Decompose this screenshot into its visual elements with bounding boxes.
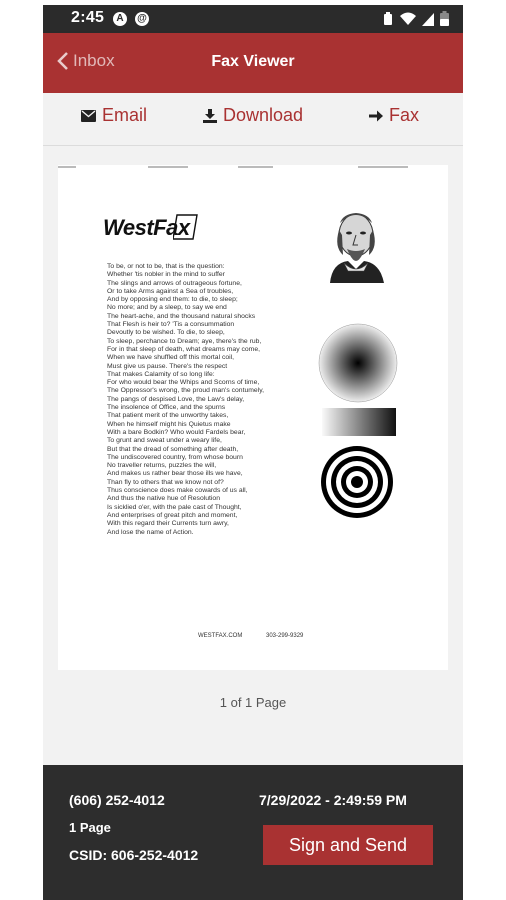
poem-line: The slings and arrows of outrageous fortune, [107, 279, 242, 287]
sync-icon: @ [135, 12, 149, 26]
signal-icon [422, 12, 434, 26]
download-button[interactable] [203, 105, 303, 126]
header-artifact [58, 165, 448, 171]
page-title: Fax Viewer [211, 53, 295, 70]
doc-footer-website: WESTFAX.COM [198, 633, 243, 639]
email-button[interactable] [81, 105, 147, 126]
battery-saver-icon [382, 12, 394, 26]
poem-line: The Oppressor's wrong, the proud man's contumely, [107, 387, 264, 395]
poem-line: With this regard their Currents turn awry, [107, 520, 229, 528]
poem-line: When he himself might his Quietus make [107, 420, 231, 428]
status-time: 2:45 [71, 9, 105, 26]
poem-line: Whether 'tis nobler in the mind to suffer [107, 271, 225, 279]
page-indicator: 1 of 1 Page [219, 695, 287, 710]
received-timestamp: 7/29/2022 - 2:49:59 PM [259, 792, 407, 808]
grayscale-gradient-bar-image [322, 408, 396, 436]
sender-number: (606) 252-4012 [69, 792, 165, 808]
poem-line: No more; and by a sleep, to say we end [107, 304, 227, 312]
radial-gradient-circle-image [318, 323, 398, 403]
poem-line: And enterprises of great pitch and moment, [107, 511, 238, 519]
poem-line: When we have shuffled off this mortal coil, [107, 354, 235, 362]
csid: CSID: 606-252-4012 [69, 847, 199, 863]
page-count: 1 Page [69, 820, 111, 835]
poem-line: But that the dread of something after death, [107, 445, 239, 453]
poem-line: Is sicklied o'er, with the pale cast of Thought, [107, 503, 242, 511]
poem-line: Devoutly to be wished. To die, to sleep, [107, 329, 225, 337]
fax-document-page[interactable] [58, 165, 448, 670]
poem-line: With a bare Bodkin? Who would Fardels bear, [107, 428, 246, 436]
poem-line: Than fly to others that we know not of? [107, 478, 224, 486]
concentric-rings-image [320, 445, 394, 519]
poem-line: That patient merit of the unworthy takes, [107, 412, 229, 420]
poem-line: Or to take Arms against a Sea of troubles, [107, 287, 234, 295]
status-bar [43, 5, 463, 33]
email-label: Email [102, 105, 148, 125]
wifi-icon [400, 12, 416, 26]
poem-line: The undiscovered country, from whose bourn [107, 453, 243, 461]
arrow-right-icon [369, 110, 383, 122]
poem-line: That makes Calamity of so long life: [107, 370, 215, 378]
poem-line: The pangs of despised Love, the Law's delay, [107, 395, 245, 403]
poem-line: And thus the native hue of Resolution [107, 495, 220, 503]
sign-and-send-button[interactable]: Sign and Send [263, 825, 433, 865]
fax-label: Fax [389, 105, 420, 125]
poem-line: No traveller returns, puzzles the will, [107, 462, 217, 470]
poem-line: The heart-ache, and the thousand natural shocks [107, 312, 256, 320]
poem-line: Thus conscience does make cowards of us all, [107, 487, 248, 495]
poem-text [107, 263, 317, 537]
download-icon [203, 109, 217, 123]
poem-line: That Flesh is heir to? 'Tis a consummation [107, 321, 235, 329]
phone-screen [43, 5, 463, 900]
download-label: Download [223, 105, 304, 125]
poem-line: Must give us pause. There's the respect [107, 362, 228, 370]
back-label: Inbox [73, 51, 115, 70]
poem-line: For who would bear the Whips and Scorns of time, [107, 379, 260, 387]
poem-line: To sleep, perchance to Dream; aye, there's the rub, [107, 337, 262, 345]
poem-line: And lose the name of Action. [107, 528, 194, 536]
poem-line: To be, or not to be, that is the question: [107, 263, 225, 270]
poem-line: The insolence of Office, and the spurns [107, 404, 226, 412]
fax-details-panel [43, 765, 463, 900]
westfax-logo: WestFax [103, 215, 190, 241]
shakespeare-portrait-image [320, 205, 394, 283]
poem-line: For in that sleep of death, what dreams may come, [107, 345, 261, 353]
envelope-icon [81, 110, 96, 122]
status-icons [382, 11, 449, 26]
fax-button[interactable] [369, 105, 419, 126]
action-bar [43, 93, 463, 146]
doc-footer-phone: 303-299-9329 [266, 633, 304, 639]
logo-page-icon [173, 213, 199, 241]
poem-line: To grunt and sweat under a weary life, [107, 437, 222, 445]
poem-line: And makes us rather bear those ills we have, [107, 470, 243, 478]
notification-icon: A [113, 12, 127, 26]
poem-line: And by opposing end them: to die, to sleep; [107, 296, 238, 304]
app-bar [43, 33, 463, 93]
battery-icon [440, 11, 449, 26]
